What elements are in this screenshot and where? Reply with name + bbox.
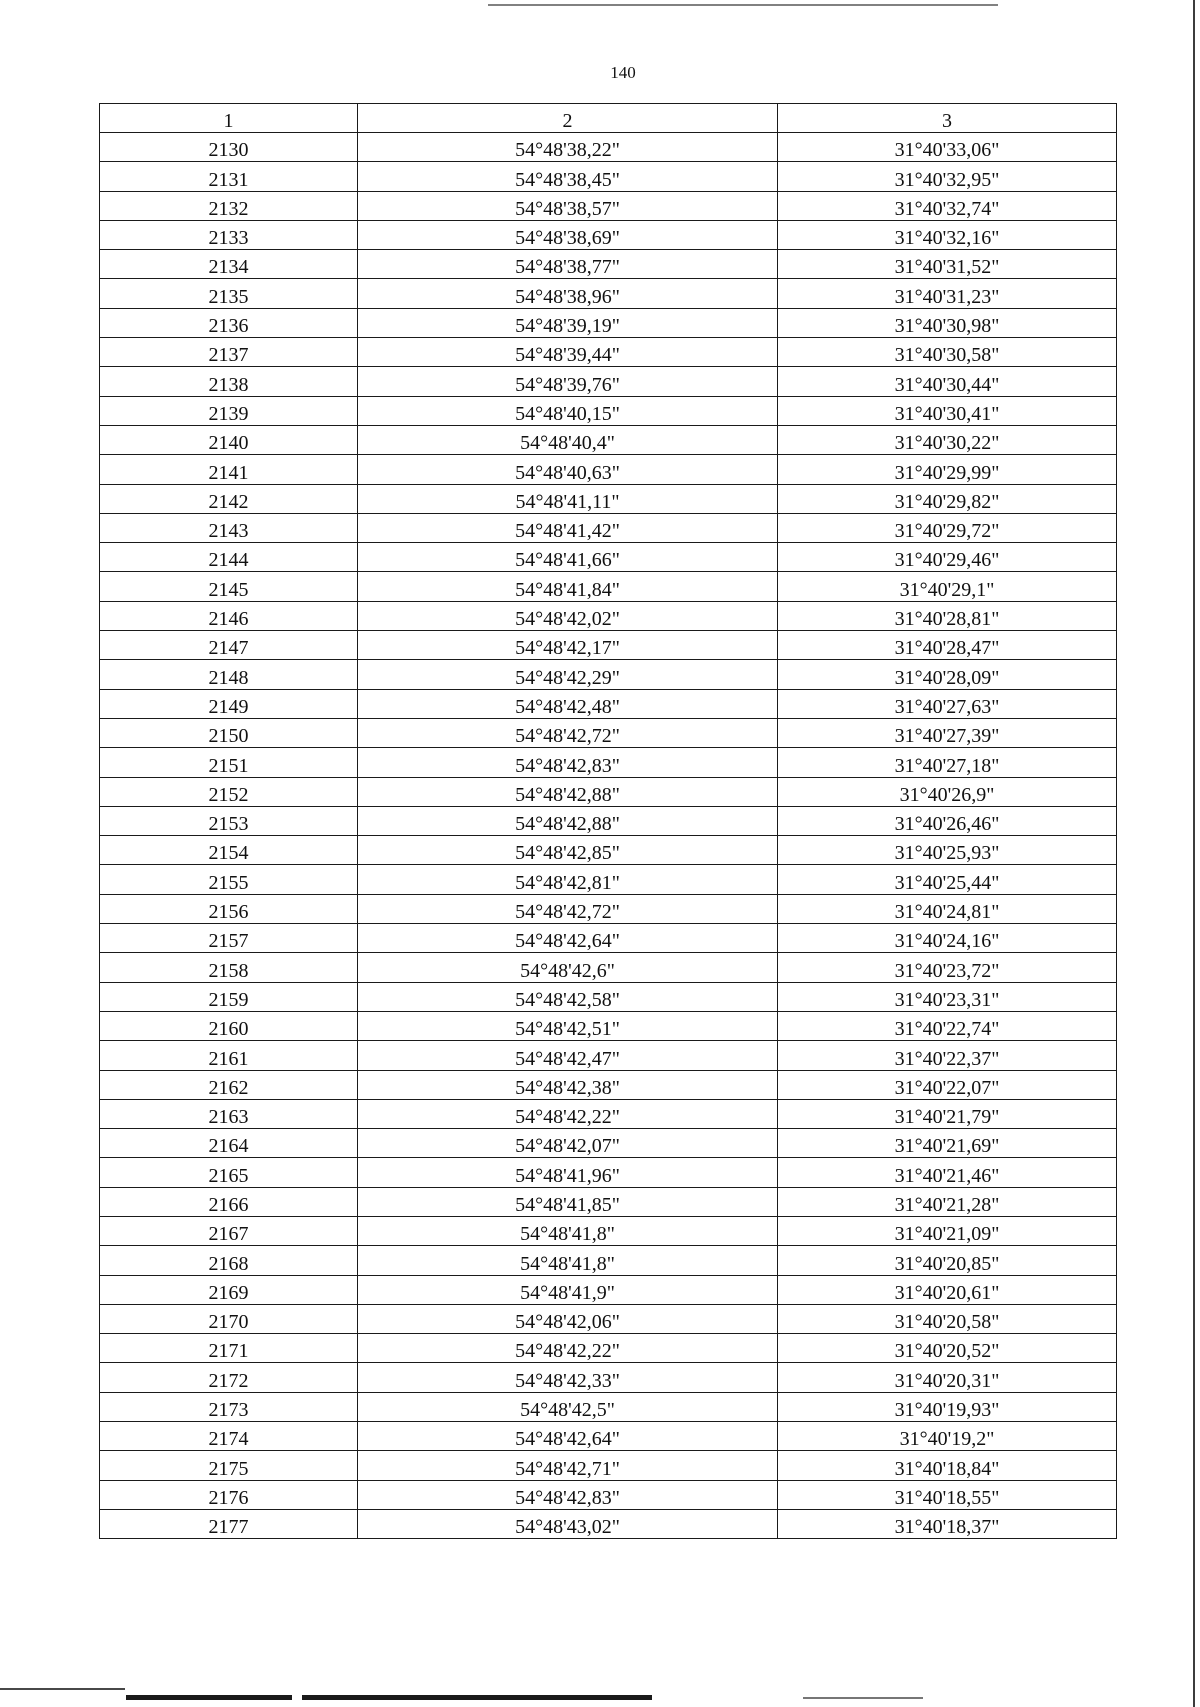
longitude-cell: 31°40'25,44" <box>778 865 1117 894</box>
scan-artifact-bottom-bar-3 <box>803 1697 923 1699</box>
table-row <box>100 425 1117 454</box>
table-row <box>100 777 1117 806</box>
latitude-cell: 54°48'42,85" <box>358 836 778 865</box>
table-row <box>100 1041 1117 1070</box>
longitude-cell: 31°40'31,52" <box>778 250 1117 279</box>
longitude-cell: 31°40'27,18" <box>778 748 1117 777</box>
longitude-cell: 31°40'18,37" <box>778 1509 1117 1538</box>
point-number-cell: 2164 <box>100 1129 358 1158</box>
point-number-cell: 2143 <box>100 513 358 542</box>
longitude-cell: 31°40'24,16" <box>778 924 1117 953</box>
latitude-cell: 54°48'41,84" <box>358 572 778 601</box>
point-number-cell: 2173 <box>100 1392 358 1421</box>
latitude-cell: 54°48'41,96" <box>358 1158 778 1187</box>
longitude-cell: 31°40'21,79" <box>778 1099 1117 1128</box>
point-number-cell: 2141 <box>100 455 358 484</box>
point-number-cell: 2155 <box>100 865 358 894</box>
table-row <box>100 455 1117 484</box>
point-number-cell: 2131 <box>100 162 358 191</box>
table-row <box>100 308 1117 337</box>
point-number-cell: 2167 <box>100 1216 358 1245</box>
point-number-cell: 2157 <box>100 924 358 953</box>
latitude-cell: 54°48'42,07" <box>358 1129 778 1158</box>
point-number-cell: 2151 <box>100 748 358 777</box>
longitude-cell: 31°40'32,74" <box>778 191 1117 220</box>
point-number-cell: 2158 <box>100 953 358 982</box>
table-row <box>100 338 1117 367</box>
latitude-cell: 54°48'40,63" <box>358 455 778 484</box>
longitude-cell: 31°40'19,2" <box>778 1422 1117 1451</box>
longitude-cell: 31°40'29,46" <box>778 543 1117 572</box>
point-number-cell: 2172 <box>100 1363 358 1392</box>
latitude-cell: 54°48'42,72" <box>358 718 778 747</box>
table-row <box>100 484 1117 513</box>
point-number-cell: 2168 <box>100 1246 358 1275</box>
latitude-cell: 54°48'42,48" <box>358 689 778 718</box>
longitude-cell: 31°40'22,37" <box>778 1041 1117 1070</box>
longitude-cell: 31°40'20,52" <box>778 1334 1117 1363</box>
latitude-cell: 54°48'38,77" <box>358 250 778 279</box>
latitude-cell: 54°48'41,8" <box>358 1246 778 1275</box>
longitude-cell: 31°40'21,69" <box>778 1129 1117 1158</box>
table-row <box>100 162 1117 191</box>
longitude-cell: 31°40'21,09" <box>778 1216 1117 1245</box>
table-row <box>100 1392 1117 1421</box>
longitude-cell: 31°40'30,22" <box>778 425 1117 454</box>
point-number-cell: 2144 <box>100 543 358 572</box>
table-row <box>100 220 1117 249</box>
latitude-cell: 54°48'40,4" <box>358 425 778 454</box>
point-number-cell: 2137 <box>100 338 358 367</box>
latitude-cell: 54°48'41,85" <box>358 1187 778 1216</box>
latitude-cell: 54°48'42,58" <box>358 982 778 1011</box>
longitude-cell: 31°40'28,09" <box>778 660 1117 689</box>
latitude-cell: 54°48'42,22" <box>358 1099 778 1128</box>
longitude-cell: 31°40'26,46" <box>778 806 1117 835</box>
longitude-cell: 31°40'29,82" <box>778 484 1117 513</box>
scan-artifact-bottom-bar-1 <box>126 1695 292 1700</box>
latitude-cell: 54°48'42,38" <box>358 1070 778 1099</box>
table-row <box>100 279 1117 308</box>
point-number-cell: 2140 <box>100 425 358 454</box>
point-number-cell: 2175 <box>100 1451 358 1480</box>
table-row <box>100 924 1117 953</box>
table-row <box>100 601 1117 630</box>
point-number-cell: 2130 <box>100 133 358 162</box>
point-number-cell: 2146 <box>100 601 358 630</box>
longitude-cell: 31°40'30,44" <box>778 367 1117 396</box>
table-row <box>100 1187 1117 1216</box>
latitude-cell: 54°48'39,76" <box>358 367 778 396</box>
table-row <box>100 1422 1117 1451</box>
table-row <box>100 1129 1117 1158</box>
longitude-cell: 31°40'22,74" <box>778 1011 1117 1040</box>
latitude-cell: 54°48'42,33" <box>358 1363 778 1392</box>
latitude-cell: 54°48'42,17" <box>358 631 778 660</box>
latitude-cell: 54°48'42,88" <box>358 777 778 806</box>
table-row <box>100 894 1117 923</box>
point-number-cell: 2170 <box>100 1304 358 1333</box>
table-row <box>100 1070 1117 1099</box>
point-number-cell: 2154 <box>100 836 358 865</box>
latitude-cell: 54°48'42,83" <box>358 748 778 777</box>
point-number-cell: 2162 <box>100 1070 358 1099</box>
latitude-cell: 54°48'42,64" <box>358 924 778 953</box>
longitude-cell: 31°40'28,81" <box>778 601 1117 630</box>
point-number-cell: 2174 <box>100 1422 358 1451</box>
scan-edge-right <box>1193 0 1195 1707</box>
latitude-cell: 54°48'41,11" <box>358 484 778 513</box>
longitude-cell: 31°40'29,1" <box>778 572 1117 601</box>
latitude-cell: 54°48'42,6" <box>358 953 778 982</box>
longitude-cell: 31°40'32,16" <box>778 220 1117 249</box>
table-row <box>100 572 1117 601</box>
table-row <box>100 1304 1117 1333</box>
latitude-cell: 54°48'42,51" <box>358 1011 778 1040</box>
table-body <box>100 133 1117 1539</box>
longitude-cell: 31°40'18,84" <box>778 1451 1117 1480</box>
point-number-cell: 2159 <box>100 982 358 1011</box>
table-row <box>100 1451 1117 1480</box>
table-row <box>100 1246 1117 1275</box>
longitude-cell: 31°40'24,81" <box>778 894 1117 923</box>
table-row <box>100 1011 1117 1040</box>
point-number-cell: 2152 <box>100 777 358 806</box>
latitude-cell: 54°48'42,06" <box>358 1304 778 1333</box>
latitude-cell: 54°48'42,64" <box>358 1422 778 1451</box>
page-number: 140 <box>610 63 636 82</box>
point-number-cell: 2132 <box>100 191 358 220</box>
header-row <box>100 104 1117 133</box>
longitude-cell: 31°40'28,47" <box>778 631 1117 660</box>
longitude-cell: 31°40'30,41" <box>778 396 1117 425</box>
longitude-cell: 31°40'23,72" <box>778 953 1117 982</box>
point-number-cell: 2133 <box>100 220 358 249</box>
latitude-cell: 54°48'41,66" <box>358 543 778 572</box>
coordinates-table <box>99 103 1117 1539</box>
longitude-cell: 31°40'33,06" <box>778 133 1117 162</box>
longitude-cell: 31°40'21,28" <box>778 1187 1117 1216</box>
longitude-cell: 31°40'21,46" <box>778 1158 1117 1187</box>
latitude-cell: 54°48'42,22" <box>358 1334 778 1363</box>
point-number-cell: 2136 <box>100 308 358 337</box>
table-row <box>100 1509 1117 1538</box>
table-row <box>100 543 1117 572</box>
longitude-cell: 31°40'27,63" <box>778 689 1117 718</box>
table-row <box>100 806 1117 835</box>
table-row <box>100 660 1117 689</box>
point-number-cell: 2171 <box>100 1334 358 1363</box>
header-col-3: 3 <box>778 104 1117 133</box>
table-row <box>100 953 1117 982</box>
latitude-cell: 54°48'42,02" <box>358 601 778 630</box>
longitude-cell: 31°40'20,85" <box>778 1246 1117 1275</box>
latitude-cell: 54°48'42,88" <box>358 806 778 835</box>
longitude-cell: 31°40'29,72" <box>778 513 1117 542</box>
table-row <box>100 718 1117 747</box>
header-col-2: 2 <box>358 104 778 133</box>
point-number-cell: 2139 <box>100 396 358 425</box>
table-row <box>100 689 1117 718</box>
table-row <box>100 1158 1117 1187</box>
table-row <box>100 1099 1117 1128</box>
point-number-cell: 2165 <box>100 1158 358 1187</box>
point-number-cell: 2161 <box>100 1041 358 1070</box>
point-number-cell: 2156 <box>100 894 358 923</box>
longitude-cell: 31°40'32,95" <box>778 162 1117 191</box>
point-number-cell: 2148 <box>100 660 358 689</box>
scan-artifact-bottom-left <box>0 1688 125 1690</box>
point-number-cell: 2147 <box>100 631 358 660</box>
latitude-cell: 54°48'42,29" <box>358 660 778 689</box>
latitude-cell: 54°48'42,5" <box>358 1392 778 1421</box>
table-row <box>100 1275 1117 1304</box>
longitude-cell: 31°40'26,9" <box>778 777 1117 806</box>
latitude-cell: 54°48'42,81" <box>358 865 778 894</box>
point-number-cell: 2145 <box>100 572 358 601</box>
longitude-cell: 31°40'27,39" <box>778 718 1117 747</box>
longitude-cell: 31°40'30,98" <box>778 308 1117 337</box>
scan-artifact-top <box>488 4 998 6</box>
latitude-cell: 54°48'39,44" <box>358 338 778 367</box>
table-row <box>100 1216 1117 1245</box>
latitude-cell: 54°48'42,71" <box>358 1451 778 1480</box>
point-number-cell: 2138 <box>100 367 358 396</box>
longitude-cell: 31°40'20,58" <box>778 1304 1117 1333</box>
longitude-cell: 31°40'30,58" <box>778 338 1117 367</box>
point-number-cell: 2134 <box>100 250 358 279</box>
table-header <box>100 104 1117 133</box>
longitude-cell: 31°40'20,61" <box>778 1275 1117 1304</box>
longitude-cell: 31°40'29,99" <box>778 455 1117 484</box>
longitude-cell: 31°40'25,93" <box>778 836 1117 865</box>
latitude-cell: 54°48'41,42" <box>358 513 778 542</box>
table-row <box>100 865 1117 894</box>
table-row <box>100 513 1117 542</box>
table-row <box>100 748 1117 777</box>
table-row <box>100 133 1117 162</box>
latitude-cell: 54°48'41,8" <box>358 1216 778 1245</box>
scan-artifact-bottom-bar-2 <box>302 1695 652 1700</box>
point-number-cell: 2177 <box>100 1509 358 1538</box>
point-number-cell: 2163 <box>100 1099 358 1128</box>
point-number-cell: 2153 <box>100 806 358 835</box>
table-row <box>100 1363 1117 1392</box>
table-row <box>100 982 1117 1011</box>
table-row <box>100 1334 1117 1363</box>
longitude-cell: 31°40'31,23" <box>778 279 1117 308</box>
latitude-cell: 54°48'38,45" <box>358 162 778 191</box>
latitude-cell: 54°48'43,02" <box>358 1509 778 1538</box>
point-number-cell: 2166 <box>100 1187 358 1216</box>
point-number-cell: 2150 <box>100 718 358 747</box>
latitude-cell: 54°48'38,22" <box>358 133 778 162</box>
latitude-cell: 54°48'42,72" <box>358 894 778 923</box>
table-row <box>100 631 1117 660</box>
point-number-cell: 2160 <box>100 1011 358 1040</box>
point-number-cell: 2149 <box>100 689 358 718</box>
point-number-cell: 2176 <box>100 1480 358 1509</box>
latitude-cell: 54°48'42,47" <box>358 1041 778 1070</box>
latitude-cell: 54°48'39,19" <box>358 308 778 337</box>
longitude-cell: 31°40'23,31" <box>778 982 1117 1011</box>
point-number-cell: 2169 <box>100 1275 358 1304</box>
latitude-cell: 54°48'38,57" <box>358 191 778 220</box>
table-row <box>100 367 1117 396</box>
table-row <box>100 191 1117 220</box>
header-col-1: 1 <box>100 104 358 133</box>
latitude-cell: 54°48'38,69" <box>358 220 778 249</box>
table-row <box>100 396 1117 425</box>
latitude-cell: 54°48'38,96" <box>358 279 778 308</box>
longitude-cell: 31°40'18,55" <box>778 1480 1117 1509</box>
table-row <box>100 1480 1117 1509</box>
point-number-cell: 2142 <box>100 484 358 513</box>
latitude-cell: 54°48'42,83" <box>358 1480 778 1509</box>
longitude-cell: 31°40'22,07" <box>778 1070 1117 1099</box>
longitude-cell: 31°40'19,93" <box>778 1392 1117 1421</box>
latitude-cell: 54°48'41,9" <box>358 1275 778 1304</box>
point-number-cell: 2135 <box>100 279 358 308</box>
latitude-cell: 54°48'40,15" <box>358 396 778 425</box>
table-row <box>100 836 1117 865</box>
longitude-cell: 31°40'20,31" <box>778 1363 1117 1392</box>
table-row <box>100 250 1117 279</box>
